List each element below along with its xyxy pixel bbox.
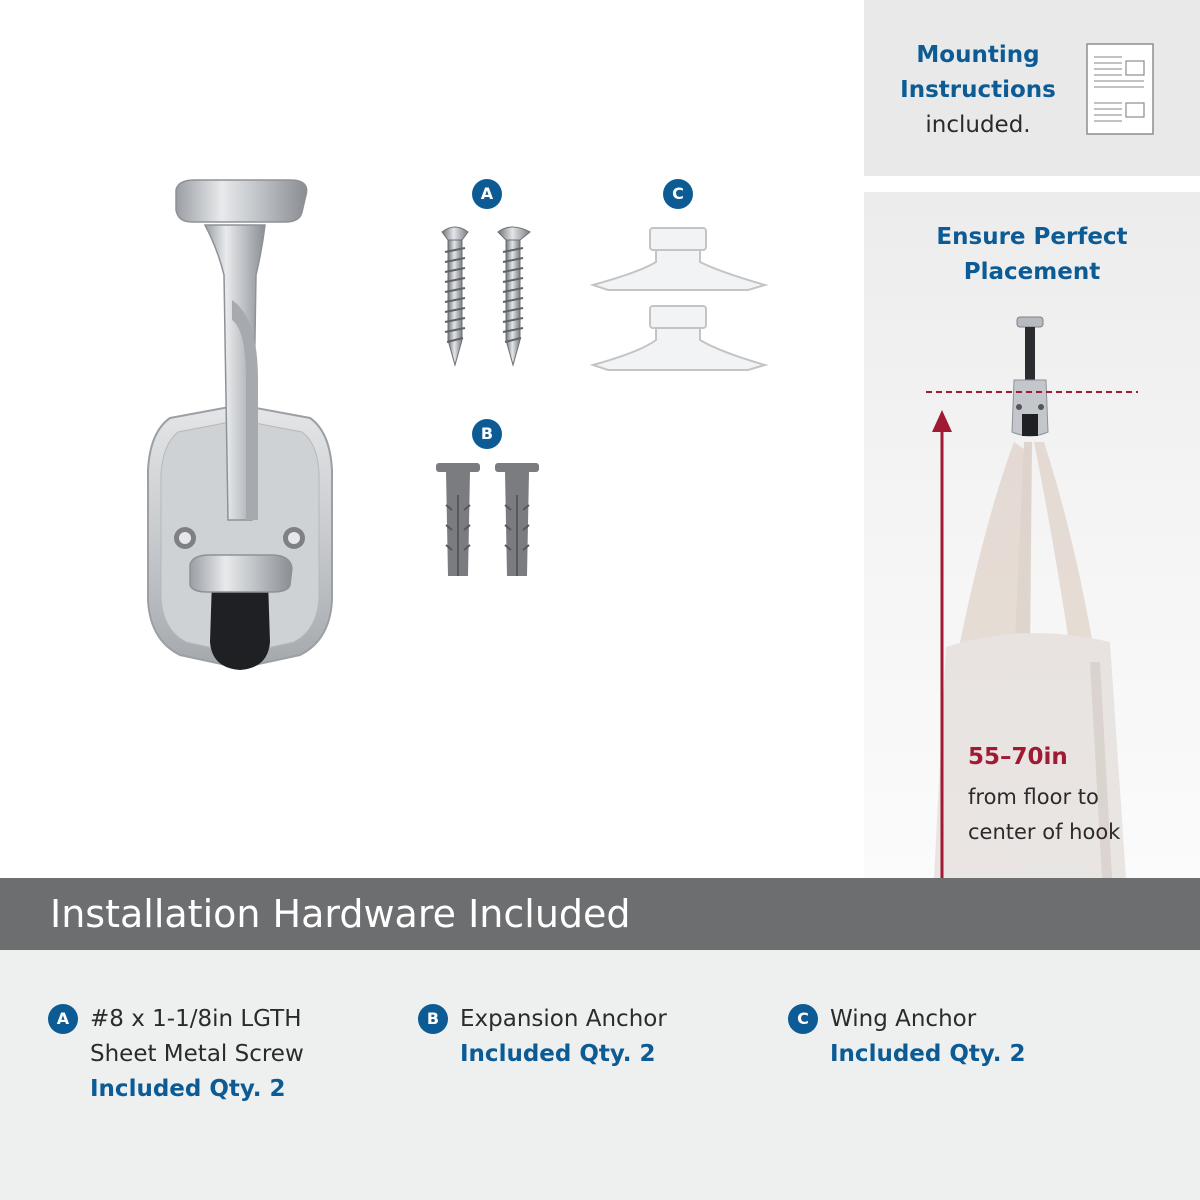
item-wing-qty: Included Qty. 2	[830, 1041, 1026, 1067]
item-screw-qty: Included Qty. 2	[90, 1076, 286, 1102]
placement-panel	[864, 192, 1200, 878]
banner-title: Installation Hardware Included	[50, 892, 631, 936]
section-banner	[0, 878, 1200, 950]
mounting-title-line1: Mounting	[916, 42, 1040, 68]
document-icon	[1086, 43, 1154, 135]
item-screw-line2: Sheet Metal Screw	[90, 1041, 304, 1067]
item-screw-line1: #8 x 1-1/8in LGTH	[90, 1006, 302, 1032]
mounting-instructions-text	[888, 38, 1068, 143]
arrow-head-icon	[932, 410, 952, 432]
item-badge-c: C	[788, 1004, 818, 1034]
hardware-list	[0, 950, 1200, 1200]
placement-title-line2: Placement	[963, 259, 1101, 285]
mounting-suffix: included.	[925, 112, 1031, 138]
wing-anchors-image	[593, 228, 765, 370]
placement-title	[864, 220, 1200, 290]
sheet-metal-screws-image	[442, 227, 530, 365]
mounting-instructions-panel	[864, 0, 1200, 176]
coat-hook-image	[148, 180, 332, 670]
placement-title-line1: Ensure Perfect	[936, 224, 1128, 250]
badge-b: B	[472, 419, 502, 449]
item-wing-line1: Wing Anchor	[830, 1006, 977, 1032]
height-desc-line1: from floor to	[968, 785, 1099, 809]
item-expansion-qty: Included Qty. 2	[460, 1041, 656, 1067]
placement-illustration	[864, 192, 1200, 878]
item-badge-b: B	[418, 1004, 448, 1034]
height-desc-line2: center of hook	[968, 820, 1121, 844]
badge-c: C	[663, 179, 693, 209]
badge-a: A	[472, 179, 502, 209]
list-item-expansion-anchor	[426, 1002, 667, 1072]
height-value: 55–70in	[968, 744, 1068, 770]
expansion-anchors-image	[436, 463, 539, 576]
mini-hook-image	[1012, 317, 1048, 436]
height-description	[968, 780, 1188, 850]
list-item-wing-anchor	[797, 1002, 1026, 1072]
item-badge-a: A	[48, 1004, 78, 1034]
list-item-screw	[56, 1002, 304, 1107]
mounting-title-line2: Instructions	[900, 77, 1056, 103]
item-expansion-line1: Expansion Anchor	[460, 1006, 667, 1032]
